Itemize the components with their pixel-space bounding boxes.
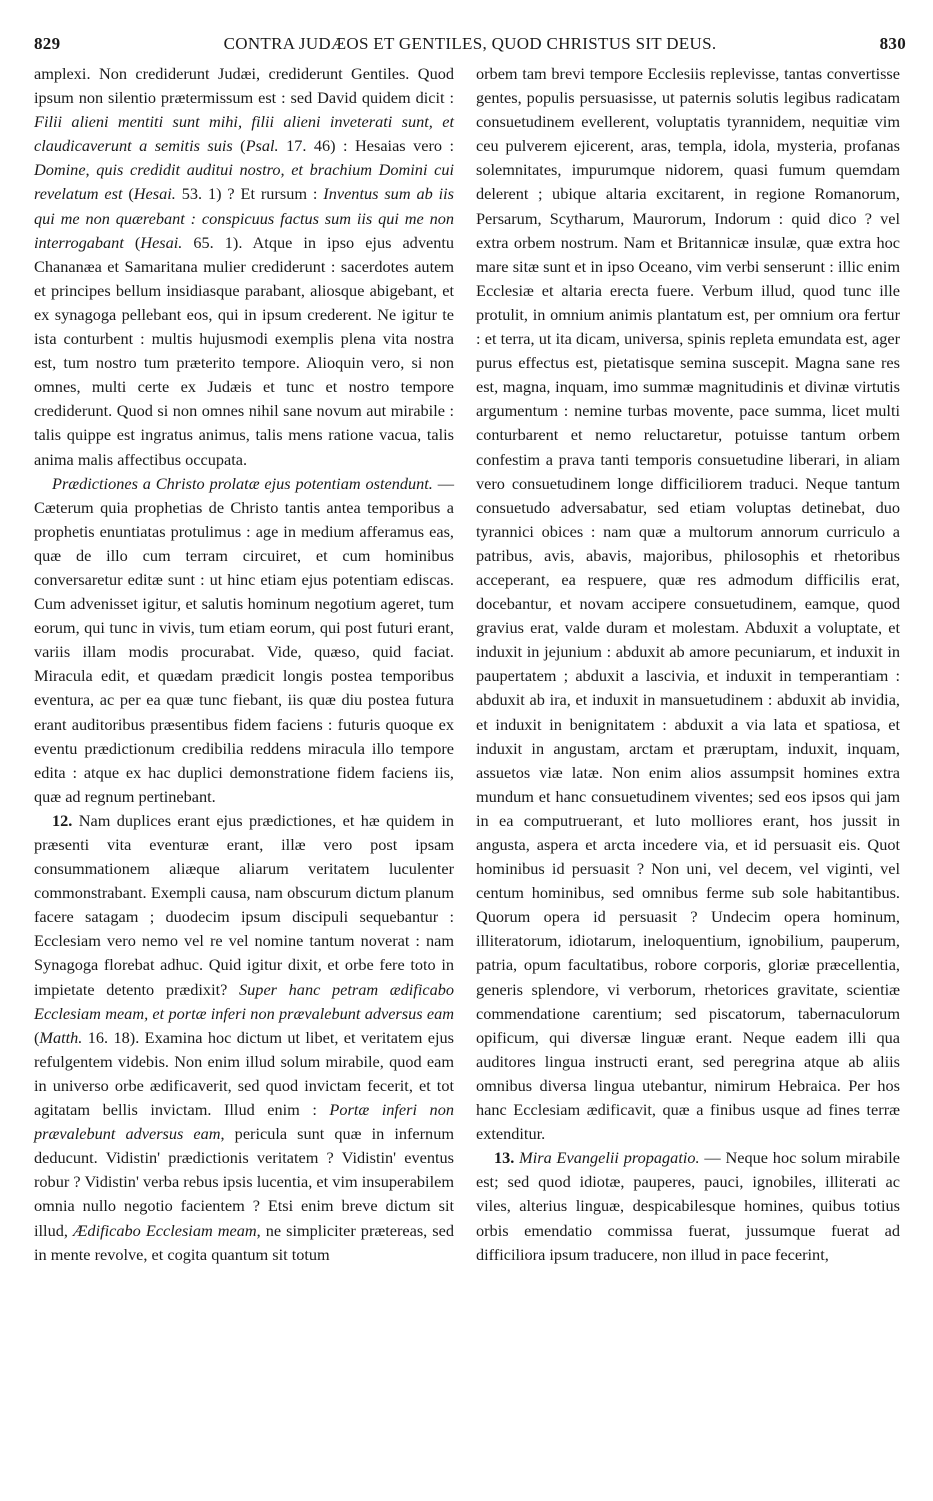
text-run: — Cæterum quia prophetias de Christo tantis antea temporibus a prophetis enuntiatas protulimus : age in medium afferamus eas, quæ de illo cum terram circuiret, et cum hominibus conversaretur editæ sunt : ut hinc etiam ejus potentiam ediscas. Cum advenisset igitur, et salutis hominum negotium ageret, tum eorum, qui tunc in vivis, tum etiam eorum, qui post futuri erant, variis illam modis procurabat. Vide, quæso, quid faciat. Miracula edit, et quædam prædicit longis postea temporibus eventura, ac per ea quæ tunc fiebant, iis quæ diu postea futura erant auditoribus præsentibus fidem faciens : futuris quoque ex eventu prædictionum credibilia reddens miracula illo tempore edita : atque ex hac duplici demonstratione fidem faciens iis, quæ ad regnum pertinebant.	[34, 473, 454, 806]
page-number-left: 829	[34, 34, 61, 53]
paragraph	[476, 1146, 900, 1266]
text-run: 17. 46) : Hesaias vero :	[278, 136, 454, 156]
page-number-right: 830	[879, 34, 906, 53]
text-run: (	[122, 184, 134, 204]
text-run: , pericula sunt quæ in infernum deducunt. Vidistin' prædictionis veritatem ? Vidistin' eventus robur ? Vidistin' verba rebus ipsis lucentia, et vim insuperabilem omnia nullo negotio facientem ? Etsi enim breve dictum sit illud,	[34, 1124, 455, 1240]
italic-text: Domine, quis credidit auditui nostro, et brachium Domini cui revelatum est	[34, 160, 454, 204]
running-title: CONTRA JUDÆOS ET GENTILES, QUOD CHRISTUS SIT DEUS.	[223, 34, 717, 53]
section-number: 13.	[494, 1148, 515, 1168]
italic-text: Prædictiones a Christo prolatæ ejus potentiam ostendunt.	[52, 473, 433, 493]
paragraph	[476, 62, 900, 1146]
italic-text: Matth.	[39, 1027, 83, 1047]
text-run: orbem tam brevi tempore Ecclesiis replevisse, tantas convertisse gentes, populis persuasisse, ut paternis solutis legibus radicatam consuetudinem evellerent, voluptatis tyrannidem, nequitiæ vim ceu pulverem ejicerent, aras, templa, idola, mysteria, profanas solemnitates, impurumque nidorem, quasi fumum quemdam delerent ; ubique altaria excitarent, in regione Romanorum, Persarum, Scytharum, Maurorum, Indorum : quid dico ? vel extra orbem nostrum. Nam et Britannicæ insulæ, quæ extra hoc mare sitæ sunt et in ipso Oceano, vim verbi senserunt : illic enim Ecclesiæ et altaria erecta fuere. Verbum illud, quod tunc ille protulit, in omnium animis plantatum est, per omnium ora fertur : et terra, ut ita dicam, universa, spinis repleta emundata est, ager purus effectus est, pietatisque semina suscepit. Magna sane res est, magna, inquam, imo summæ magnitudinis et divinæ virtutis argumentum : nemine turbas movente, pace summa, licet multi conturbarent et nemo reluctaretur, potuisse tantum orbem confestim a prava tanti temporis consuetudine liberari, in aliam vero consuetudinem longe difficiliorem traduci. Neque tantum consuetudo adversabatur, sed etiam voluptas detinebat, duo tyrannici obices : nam quæ a multorum annorum curriculo a patribus, avis, abavis, majoribus, philosophis et rhetoribus acceperant, ea respuere, quæ res admodum difficilis erat, docebantur, et novam accipere consuetudinem, eamque, quod gravius erat, valde duram et molestam. Abduxit a voluptate, et induxit in jejunium : abduxit ab amore pecuniarum, et induxit in paupertatem ; abduxit a lascivia, et induxit in temperantiam : abduxit ab ira, et induxit in mansuetudinem : abduxit ab invidia, et induxit in benignitatem : abduxit a via lata et spatiosa, et induxit in angustam, arctam et præruptam, induxit, inquam, assuetos viæ latæ. Non enim alios assumpsit homines extra mundum et hanc consuetudinem viventes; sed eos ipsos qui jam in ea computruerant, et luto molliores erant, hos jussit in angusta, aspera et arcta incedere via, et id persuasit eis. Quot hominibus id persuasit ? Non uni, vel decem, vel viginti, vel centum hominibus, sed omnibus ferme sub sole habitantibus. Quorum opera id persuasit ? Undecim opera hominum, illiteratorum, idiotarum, ineloquentium, ignobilium, pauperum, patria, opum facultatibus, robore corporis, gloriæ præcellentia, generis splendore, vi verborum, rhetorices gravitate, scientiæ commendatione carentium; sed piscatorum, tabernaculorum opificum, qui diversæ linguæ erant. Neque eadem illi qua auditores lingua instructi erant, sed peregrina atque ab aliis omnibus diversa lingua utebantur, nimirum Hebraica. Per hos hanc Ecclesiam ædificavit, quæ a finibus usque ad fines terræ extenditur.	[476, 64, 900, 1144]
text-run: (	[34, 1027, 40, 1047]
left-column	[34, 62, 454, 1267]
italic-text: Inventus sum ab iis qui me non quærebant : conspicuus factus sum iis qui me non interrogabant	[34, 184, 455, 252]
italic-text: Mira Evangelii propagatio.	[519, 1148, 700, 1168]
running-header	[34, 34, 906, 60]
italic-text: Hesai.	[133, 184, 176, 204]
text-run: 53. 1) ? Et rursum :	[175, 184, 324, 204]
paragraph	[34, 62, 454, 472]
right-column	[476, 62, 900, 1267]
italic-text: Psal.	[245, 136, 279, 156]
text-run: (	[232, 136, 246, 156]
text-run: , ne simpliciter prætereas, sed in mente revolve, et cogita quantum sit totum	[34, 1220, 454, 1264]
text-run: 65. 1). Atque in ipso ejus adventu Chananæa et Samaritana mulier crediderunt : sacerdotes autem et principes bellum insidiasque parabant, aliosque abigebant, et ex synagoga pellebant eos, qui in ipsum crederent. Ne igitur te ista conturbent : multis hujusmodi exemplis plena vita nostra est, tum nostro tum præterito tempore. Alioquin vero, si non omnes, multi certe ex Judæis et tunc et nostro tempore crediderunt. Quod si non omnes nihil sane novum aut mirabile : talis quippe est ingratus animus, talis mens ratione vacua, talis anima malis affectibus occupata.	[34, 232, 454, 469]
paragraph	[34, 472, 454, 809]
text-run: amplexi. Non crediderunt Judæi, crediderunt Gentiles. Quod ipsum non silentio prætermissum est : sed David quidem dicit :	[34, 64, 454, 108]
text-run: (	[123, 232, 141, 252]
italic-text: Hesai.	[140, 232, 183, 252]
text-run: 16. 18). Examina hoc dictum ut libet, et veritatem ejus refulgentem videbis. Non enim illud solum mirabile, quod eam in universo orbe ædificaverit, sed quod invictam fecerit, et tot agitatam bellis invictam. Illud enim :	[34, 1027, 454, 1120]
italic-text: Portæ inferi non prævalebunt adversus eam	[34, 1100, 454, 1144]
italic-text: Super hanc petram ædificabo Ecclesiam meam, et portæ inferi non prævalebunt adversus eam	[34, 979, 454, 1023]
text-run: — Neque hoc solum mirabile est; sed quod idiotæ, pauperes, pauci, ignobiles, illiterati ac viles, alterius linguæ, despicabilesque homines, quibus totius orbis emendatio commissa fuerat, jussumque fuerat ad difficiliora ipsum traducere, non illud in pace fecerint,	[476, 1148, 900, 1264]
section-number: 12.	[52, 810, 73, 830]
italic-text: Ædificabo Ecclesiam meam	[72, 1220, 257, 1240]
text-run: Nam duplices erant ejus prædictiones, et hæ quidem in præsenti vita eventuræ erant, illæ vero post ipsam consummationem aliæque aliarum veritatem luculenter commonstrabant. Exempli causa, nam obscurum dictum planum facere satagam ; duodecim ipsum discipuli sequebantur : Ecclesiam vero nemo vel re vel nomine tantum noverat : nam Synagoga florebat adhuc. Quid igitur dixit, et orbe fere toto in impietate detento prædixit?	[34, 810, 454, 999]
italic-text: Filii alieni mentiti sunt mihi, filii alieni inveterati sunt, et claudicaverunt a semitis suis	[34, 112, 454, 156]
paragraph	[34, 809, 454, 1267]
